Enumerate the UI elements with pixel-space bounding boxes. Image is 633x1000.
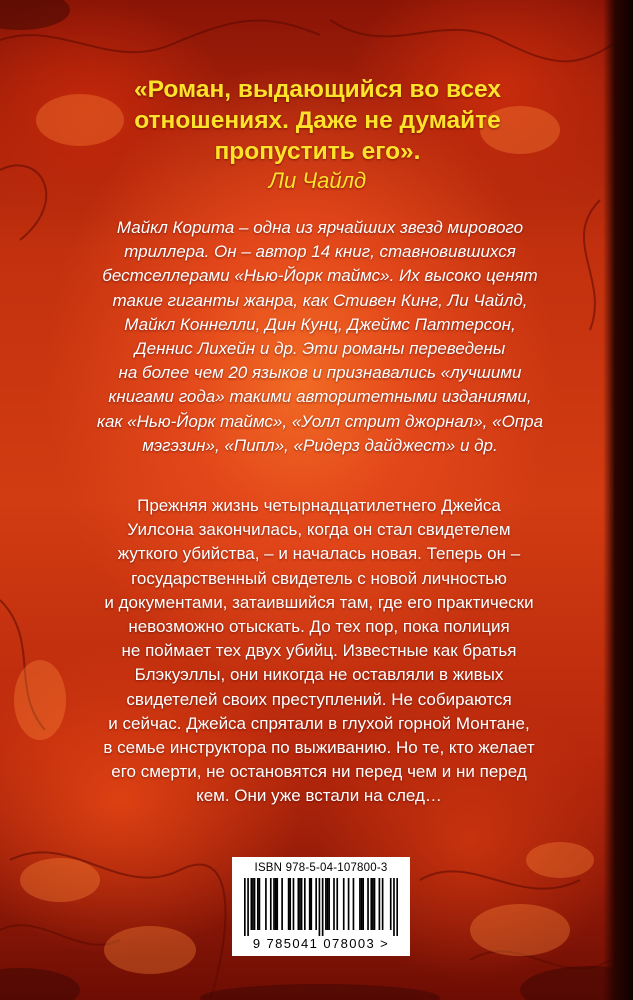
barcode-bar bbox=[273, 878, 275, 930]
author-bio bbox=[84, 216, 556, 458]
barcode-bar bbox=[361, 878, 363, 930]
barcode-bar bbox=[304, 878, 306, 930]
synopsis-line: и документами, затаившийся там, где его практически bbox=[104, 592, 534, 612]
barcode-bar bbox=[315, 878, 317, 930]
synopsis-line: невозможно отыскать. До тех пор, пока полиция bbox=[128, 617, 510, 637]
bio-line: такие гиганты жанра, как Стивен Кинг, Ли Чайлд, bbox=[112, 290, 528, 310]
bio-line: мэгэзин», «Пипл», «Ридерз дайджест» и др. bbox=[142, 435, 498, 455]
barcode-bar bbox=[265, 878, 267, 930]
ean-digits: 9 785041 078003 > bbox=[252, 936, 390, 951]
barcode-bar bbox=[390, 878, 392, 930]
barcode-bar bbox=[289, 878, 291, 930]
synopsis-line: не поймает тех двух убийц. Известные как братья bbox=[121, 641, 517, 661]
barcode-bar bbox=[393, 878, 395, 936]
barcode-bar bbox=[372, 878, 374, 930]
synopsis-line: Прежняя жизнь четырнадцатилетнего Джейса bbox=[137, 496, 501, 515]
bio-line: Деннис Лихейн и др. Эти романы переведены bbox=[134, 339, 506, 359]
barcode-bar bbox=[270, 878, 272, 930]
barcode-bar bbox=[327, 878, 329, 930]
barcode-bar bbox=[396, 878, 398, 936]
synopsis-line: Блэкуэллы, они никогда не оставляли в живых bbox=[134, 665, 504, 685]
bio-line: как «Нью-Йорк таймс», «Уолл стрит джорнал», «Опра bbox=[96, 411, 544, 431]
barcode-bar bbox=[325, 878, 327, 930]
bio-line: триллера. Он – автор 14 книг, ставновившихся bbox=[124, 242, 516, 262]
barcode-bar bbox=[250, 878, 252, 930]
barcode-bar bbox=[319, 878, 321, 936]
barcode-bar bbox=[254, 878, 256, 930]
synopsis-line: государственный свидетель с новой личностью bbox=[131, 568, 507, 588]
barcode-bar bbox=[382, 878, 384, 930]
barcode-bar bbox=[359, 878, 361, 930]
barcode-bar bbox=[322, 878, 324, 936]
barcode-bar bbox=[257, 878, 259, 930]
barcode-bar bbox=[252, 878, 254, 930]
barcode-panel bbox=[232, 857, 410, 956]
barcode-bar bbox=[348, 878, 350, 930]
isbn-label: ISBN 978-5-04-107800-3 bbox=[254, 862, 388, 874]
synopsis-line: Уилсона закончилась, когда он стал свидетелем bbox=[127, 520, 511, 540]
synopsis-line: и сейчас. Джейса спрятали в глухой горной Монтане, bbox=[108, 713, 530, 733]
bio-line: бестселлерами «Нью-Йорк таймс». Их высоко ценят bbox=[102, 266, 538, 286]
synopsis-line: кем. Они уже встали на след… bbox=[196, 786, 442, 806]
barcode-bar bbox=[288, 878, 290, 930]
quote-line: пропустить его». bbox=[214, 138, 421, 165]
barcode-bar bbox=[309, 878, 311, 930]
barcode-bar bbox=[244, 878, 246, 936]
synopsis-line: в семье инструктора по выживанию. Но те, кто желает bbox=[103, 738, 535, 758]
quote-line: «Роман, выдающийся во всех bbox=[134, 76, 501, 103]
barcode-bar bbox=[299, 878, 301, 930]
barcode-bar bbox=[353, 878, 355, 930]
synopsis-line: жуткого убийства, – и началась новая. Теперь он – bbox=[117, 544, 521, 564]
bio-line: Майкл Корита – одна из ярчайших звезд мирового bbox=[116, 218, 524, 237]
quote-author: Ли Чайлд bbox=[268, 168, 367, 193]
barcode-bar bbox=[259, 878, 261, 930]
barcode-icon bbox=[244, 878, 398, 936]
synopsis-line: его смерти, не остановятся ни перед чем и ни перед bbox=[111, 762, 527, 782]
barcode-bar bbox=[336, 878, 338, 930]
blurb-quote bbox=[60, 74, 575, 195]
barcode-bar bbox=[275, 878, 277, 930]
barcode-bar bbox=[310, 878, 312, 930]
barcode-bar bbox=[374, 878, 376, 930]
synopsis-line: свидетелей своих преступлений. Не собираются bbox=[126, 689, 512, 709]
barcode-bar bbox=[367, 878, 369, 930]
bio-line: на более чем 20 языков и признавались «лучшими bbox=[118, 363, 522, 383]
barcode-bar bbox=[328, 878, 330, 930]
bio-line: Майкл Коннелли, Дин Кунц, Джеймс Паттерсон, bbox=[124, 314, 516, 334]
barcode-bar bbox=[370, 878, 372, 930]
barcode-bar bbox=[333, 878, 335, 930]
barcode-bar bbox=[281, 878, 283, 930]
barcode-bar bbox=[247, 878, 249, 936]
quote-line: отношениях. Даже не думайте bbox=[134, 107, 501, 134]
book-synopsis bbox=[78, 494, 560, 809]
barcode-bar bbox=[301, 878, 303, 930]
barcode-bar bbox=[276, 878, 278, 930]
barcode-bar bbox=[343, 878, 345, 930]
barcode-bar bbox=[293, 878, 295, 930]
barcode-bar bbox=[379, 878, 381, 930]
dark-right-edge bbox=[603, 0, 633, 1000]
barcode-bar bbox=[362, 878, 364, 930]
barcode-bar bbox=[297, 878, 299, 930]
bio-line: книгами года» такими авторитетными изданиями, bbox=[108, 387, 532, 407]
